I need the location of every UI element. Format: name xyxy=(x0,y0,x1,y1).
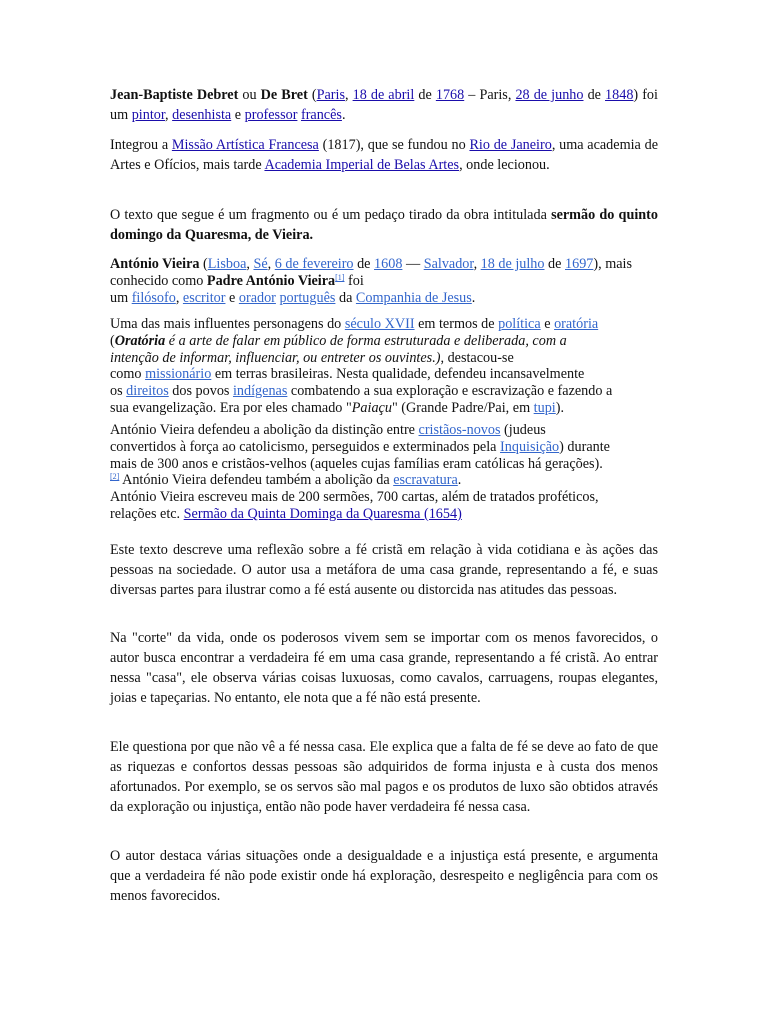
link-escritor[interactable]: escritor xyxy=(182,289,226,306)
link-rio-de-janeiro[interactable]: Rio de Janeiro xyxy=(469,137,552,153)
link-filosofo[interactable]: filósofo xyxy=(131,289,176,306)
link-missao-artistica[interactable]: Missão Artística Francesa xyxy=(171,137,319,153)
text-span: António Vieira escreveu mais de 200 sermões, 700 cartas, além de tratados proféticos, xyxy=(110,489,599,506)
text-span: (judeus xyxy=(500,422,546,438)
text-span: convertidos à força ao catolicismo, perseguidos e exterminados pela xyxy=(110,438,501,455)
intro-fragment-paragraph xyxy=(110,205,658,245)
text-span: , xyxy=(267,256,275,272)
text-span: ) durante xyxy=(559,438,610,455)
text-span: " (Grande Padre/Pai, em xyxy=(391,399,534,416)
link-orador[interactable]: orador xyxy=(238,289,276,306)
debret-paragraph xyxy=(110,85,658,125)
text-span: António Vieira defendeu a abolição da distinção entre xyxy=(110,422,419,438)
text-span: e xyxy=(225,289,239,306)
text-span: de xyxy=(544,256,565,272)
text-span: , destacou-se xyxy=(440,349,514,366)
link-frances[interactable]: francês xyxy=(300,107,342,123)
text-span: ( xyxy=(199,256,208,272)
link-death-year-vieira[interactable]: 1697 xyxy=(565,256,594,272)
link-escravatura[interactable]: escravatura xyxy=(393,472,458,489)
link-direitos[interactable]: direitos xyxy=(126,383,169,400)
text-span: e xyxy=(540,316,555,332)
vieira-bio-paragraph xyxy=(110,256,658,306)
text-span: Integrou a xyxy=(110,137,172,153)
text-span: , xyxy=(175,289,183,306)
text-span: . xyxy=(341,107,346,123)
missao-paragraph xyxy=(110,135,658,175)
link-academia-imperial[interactable]: Academia Imperial de Belas Artes xyxy=(264,157,460,173)
text-span: António Vieira defendeu também a abolição da xyxy=(119,472,394,489)
text-span: em termos de xyxy=(414,316,499,332)
link-birth-date[interactable]: 18 de abril xyxy=(352,87,415,103)
text-span: sua evangelização. Era por eles chamado " xyxy=(110,399,352,416)
text-span: , xyxy=(473,256,481,272)
summary-paragraph-2: Na "corte" da vida, onde os poderosos vivem sem se importar com os menos favorecidos, o autor busca encontrar a verdadeira fé em uma casa grande, representando a fé cristã. Ao entrar nessa "casa", ele observa várias coisas luxuosas, como cavalos, carruagens, roupas elegantes, joias e tapeçarias. No entanto, ele nota que a fé não está presente. xyxy=(110,630,658,706)
text-span: , xyxy=(246,256,254,272)
link-companhia-de-jesus[interactable]: Companhia de Jesus xyxy=(355,289,472,306)
vieira-abolition-paragraph xyxy=(110,422,658,523)
link-professor[interactable]: professor xyxy=(244,107,298,123)
link-missionario[interactable]: missionário xyxy=(145,366,212,383)
reference-1[interactable]: [1] xyxy=(335,272,345,282)
summary-paragraph-1: Este texto descreve uma reflexão sobre a fé cristã em relação à vida cotidiana e às ações das pessoas na sociedade. O autor usa a metáfora de uma casa grande, representando a fé, e suas diversas partes para ilustrar como a fé está ausente ou distorcida nas atitudes das pessoas. xyxy=(110,542,658,598)
link-cristaos-novos[interactable]: cristãos-novos xyxy=(418,422,501,438)
vieira-name: António Vieira xyxy=(110,256,200,272)
text-span: dos povos xyxy=(168,383,233,400)
text-span: Uma das mais influentes personagens do xyxy=(110,316,345,332)
text-span: como xyxy=(110,366,146,383)
text-span: , xyxy=(165,107,173,123)
text-span: de xyxy=(353,256,375,272)
text-span: ( xyxy=(110,332,115,349)
link-indigenas[interactable]: indígenas xyxy=(232,383,288,400)
link-salvador[interactable]: Salvador xyxy=(423,256,474,272)
text-span: em terras brasileiras. Nesta qualidade, defendeu incansavelmente xyxy=(211,366,585,383)
sermon-title-bold: sermão do quinto domingo da Quaresma, de Vieira. xyxy=(110,207,658,243)
link-birth-year-vieira[interactable]: 1608 xyxy=(374,256,403,272)
vieira-influence-paragraph xyxy=(110,316,658,417)
link-lisboa[interactable]: Lisboa xyxy=(207,256,247,272)
link-oratoria[interactable]: oratória xyxy=(554,316,599,332)
text-span: um xyxy=(110,289,132,306)
text-span: (1817), que se fundou no xyxy=(318,137,470,153)
oratoria-definition-text: é a arte de falar em público de forma estruturada e deliberada, com a xyxy=(165,332,567,349)
link-sermao-quinta-dominga[interactable]: Sermão da Quinta Dominga da Quaresma (1654) xyxy=(183,505,462,522)
link-birth-date-vieira[interactable]: 6 de fevereiro xyxy=(274,256,354,272)
link-death-year[interactable]: 1848 xyxy=(605,87,634,103)
text-span: ou xyxy=(238,87,261,103)
text-span: O texto que segue é um fragmento ou é um pedaço tirado da obra intitulada xyxy=(110,207,552,223)
text-span: da xyxy=(335,289,356,306)
link-politica[interactable]: política xyxy=(498,316,541,332)
oratoria-definition-text: intenção de informar, influenciar, ou entreter os ouvintes.) xyxy=(110,349,441,366)
text-span: relações etc. xyxy=(110,505,184,522)
link-inquisicao[interactable]: Inquisição xyxy=(500,438,560,455)
text-span: foi xyxy=(344,272,364,289)
link-birth-year[interactable]: 1768 xyxy=(435,87,465,103)
padre-antonio-vieira-bold: Padre António Vieira xyxy=(206,272,336,289)
text-span: – Paris, xyxy=(464,87,516,103)
text-span: , xyxy=(344,87,353,103)
text-span: ), mais conhecido como xyxy=(110,256,632,289)
summary-paragraph-3: Ele questiona por que não vê a fé nessa casa. Ele explica que a falta de fé se deve ao fato de que as riquezas e confortos dessas pessoas são adquiridos de forma injusta e à custa dos menos afortunados. Por exemplo, se os servos são mal pagos e os produtos de luxo são obtidos através da exploração ou injustiça, então não pode haver verdadeira fé nessa casa. xyxy=(110,739,658,815)
link-paris[interactable]: Paris xyxy=(316,87,345,103)
text-span: e xyxy=(231,107,245,123)
summary-paragraph-4: O autor destaca várias situações onde a desigualdade e a injustiça está presente, e argumenta que a verdadeira fé não pode existir onde há exploração, desrespeito e negligência para com os menos favorecidos. xyxy=(110,848,658,904)
text-span: . xyxy=(471,289,476,306)
link-pintor[interactable]: pintor xyxy=(131,107,166,123)
text-span: ). xyxy=(555,399,565,416)
link-se[interactable]: Sé xyxy=(253,256,268,272)
text-span: de xyxy=(583,87,606,103)
paiacu-term: Paiaçu xyxy=(351,399,392,416)
text-span: — xyxy=(402,256,424,272)
link-desenhista[interactable]: desenhista xyxy=(172,107,232,123)
text-span: de xyxy=(414,87,436,103)
link-portugues[interactable]: português xyxy=(279,289,336,306)
text-span: ) foi um xyxy=(110,87,658,123)
text-span: mais de 300 anos e cristãos-velhos (aqueles cujas famílias eram católicas há gerações). xyxy=(110,455,603,472)
link-tupi[interactable]: tupi xyxy=(533,399,556,416)
oratoria-definition-term: Oratória xyxy=(114,332,166,349)
text-span: . xyxy=(457,472,462,489)
link-seculo-xvii[interactable]: século XVII xyxy=(344,316,415,332)
text-span: , onde lecionou. xyxy=(459,157,550,173)
link-death-date-vieira[interactable]: 18 de julho xyxy=(480,256,545,272)
text-span: ( xyxy=(307,87,317,103)
debret-alt-name: De Bret xyxy=(260,87,308,103)
text-span: combatendo a sua exploração e escravização e fazendo a xyxy=(287,383,613,400)
text-span: , uma academia de Artes e Ofícios, mais tarde xyxy=(110,137,658,173)
link-death-date[interactable]: 28 de junho xyxy=(515,87,584,103)
debret-name: Jean-Baptiste Debret xyxy=(110,87,239,103)
text-span: os xyxy=(110,383,127,400)
reference-2[interactable]: [2] xyxy=(110,472,120,482)
